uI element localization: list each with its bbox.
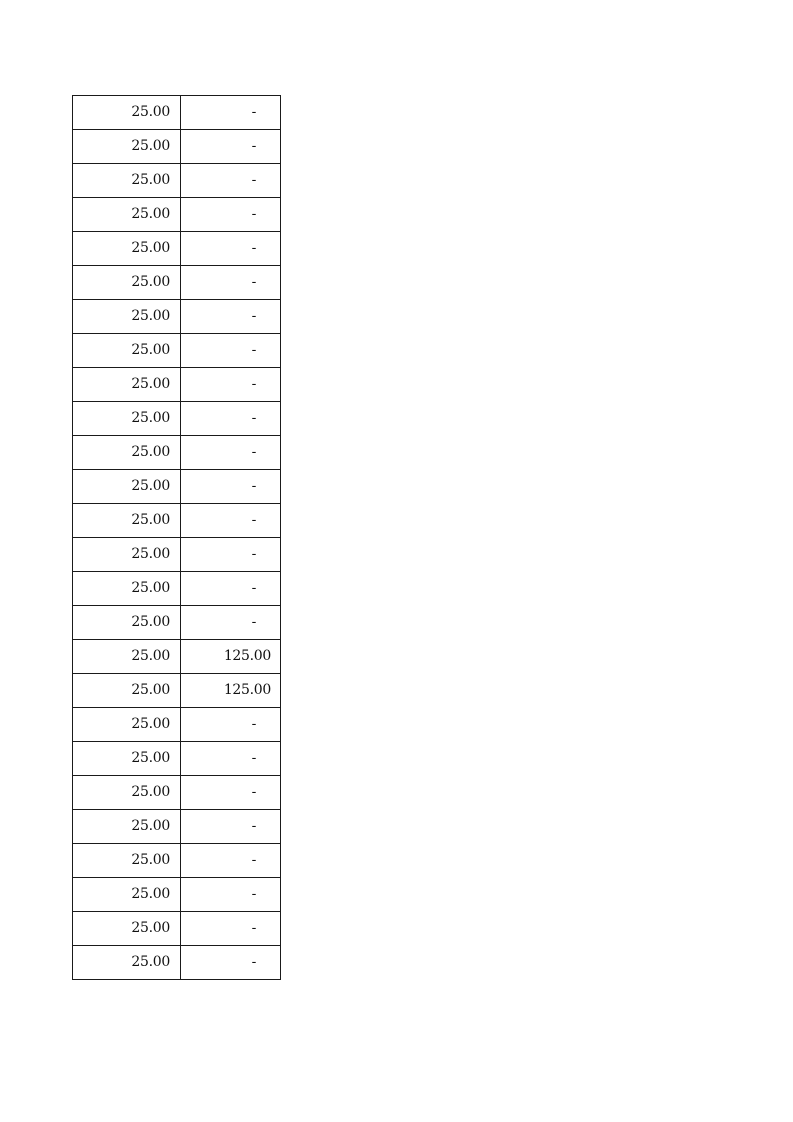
table-row (73, 946, 281, 980)
amount-cell: 25.00 (73, 572, 181, 606)
amount-cell: 25.00 (73, 844, 181, 878)
table-row (73, 130, 281, 164)
total-cell: - (181, 334, 281, 368)
amount-cell: 25.00 (73, 742, 181, 776)
amount-cell: 25.00 (73, 130, 181, 164)
amount-cell: 25.00 (73, 606, 181, 640)
table-row (73, 504, 281, 538)
amount-cell: 25.00 (73, 504, 181, 538)
amount-cell: 25.00 (73, 232, 181, 266)
table-row (73, 402, 281, 436)
table-row (73, 266, 281, 300)
total-cell: - (181, 878, 281, 912)
total-cell: - (181, 504, 281, 538)
table-row (73, 878, 281, 912)
total-cell: - (181, 946, 281, 980)
amount-cell: 25.00 (73, 300, 181, 334)
total-cell: - (181, 266, 281, 300)
table-row (73, 912, 281, 946)
table-row (73, 742, 281, 776)
total-cell: - (181, 572, 281, 606)
table-row (73, 708, 281, 742)
total-cell: - (181, 538, 281, 572)
table-row (73, 844, 281, 878)
amount-cell: 25.00 (73, 776, 181, 810)
table-row (73, 436, 281, 470)
total-cell: - (181, 470, 281, 504)
table-row (73, 606, 281, 640)
amount-cell: 25.00 (73, 470, 181, 504)
table-row (73, 776, 281, 810)
total-cell: 125.00 (181, 640, 281, 674)
total-cell: - (181, 164, 281, 198)
table-row (73, 96, 281, 130)
table-row (73, 232, 281, 266)
table-row (73, 198, 281, 232)
table-row (73, 810, 281, 844)
table-row (73, 674, 281, 708)
amount-cell: 25.00 (73, 810, 181, 844)
table-row (73, 470, 281, 504)
amount-cell: 25.00 (73, 402, 181, 436)
table-row (73, 538, 281, 572)
total-cell: - (181, 96, 281, 130)
amount-cell: 25.00 (73, 198, 181, 232)
amount-cell: 25.00 (73, 164, 181, 198)
total-cell: - (181, 810, 281, 844)
table-row (73, 334, 281, 368)
amount-cell: 25.00 (73, 266, 181, 300)
total-cell: 125.00 (181, 674, 281, 708)
total-cell: - (181, 776, 281, 810)
amount-cell: 25.00 (73, 912, 181, 946)
total-cell: - (181, 708, 281, 742)
table-row (73, 572, 281, 606)
table-row (73, 368, 281, 402)
amount-cell: 25.00 (73, 640, 181, 674)
total-cell: - (181, 606, 281, 640)
amount-cell: 25.00 (73, 674, 181, 708)
amount-cell: 25.00 (73, 334, 181, 368)
data-table (72, 95, 281, 980)
total-cell: - (181, 436, 281, 470)
table-body (73, 96, 281, 980)
table-row (73, 300, 281, 334)
table-row (73, 164, 281, 198)
total-cell: - (181, 130, 281, 164)
total-cell: - (181, 844, 281, 878)
total-cell: - (181, 198, 281, 232)
total-cell: - (181, 402, 281, 436)
amount-cell: 25.00 (73, 96, 181, 130)
total-cell: - (181, 300, 281, 334)
total-cell: - (181, 368, 281, 402)
total-cell: - (181, 742, 281, 776)
total-cell: - (181, 912, 281, 946)
table-row (73, 640, 281, 674)
total-cell: - (181, 232, 281, 266)
amount-cell: 25.00 (73, 946, 181, 980)
amount-cell: 25.00 (73, 538, 181, 572)
amount-cell: 25.00 (73, 436, 181, 470)
amount-cell: 25.00 (73, 878, 181, 912)
amount-cell: 25.00 (73, 708, 181, 742)
amount-cell: 25.00 (73, 368, 181, 402)
